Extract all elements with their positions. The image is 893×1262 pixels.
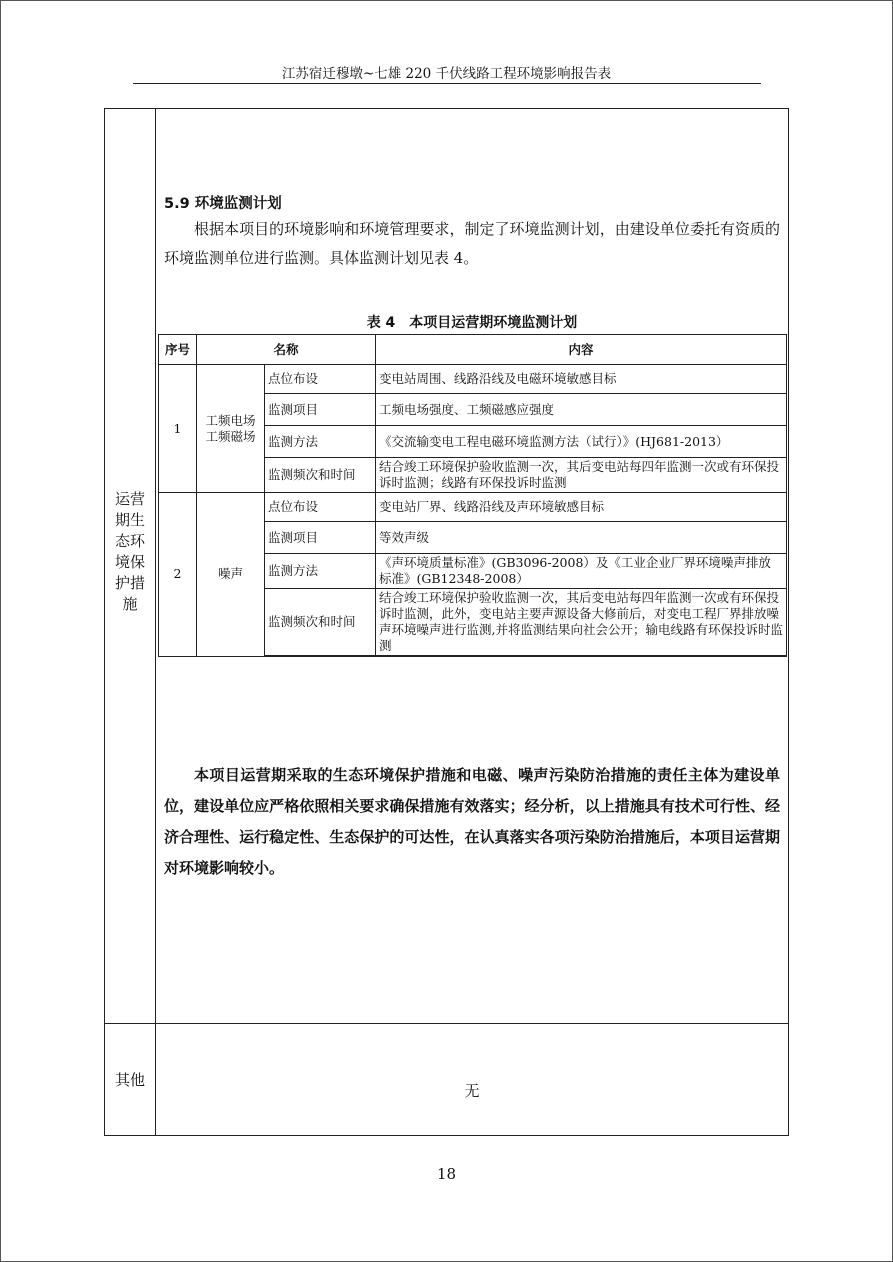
header-content: 内容 bbox=[376, 335, 787, 365]
content-cell: 《声环境质量标准》(GB3096-2008）及《工业企业厂界环境噪声排放标准》(GB12348-2008） bbox=[376, 554, 787, 589]
item-cell: 监测方法 bbox=[265, 426, 376, 458]
side-label-line: 态环 bbox=[114, 532, 145, 550]
table-row bbox=[159, 493, 787, 522]
conclusion-paragraph: 本项目运营期采取的生态环境保护措施和电磁、噪声污染防治措施的责任主体为建设单位，建设单位应严格依照相关要求确保措施有效落实；经分析，以上措施具有技术可行性、经济合理性、运行稳定性、生态保护的可达性，在认真落实各项污染防治措施后，本项目运营期对环境影响较小。 bbox=[164, 766, 780, 877]
content-cell: 《交流输变电工程电磁环境监测方法（试行）》(HJ681-2013） bbox=[376, 426, 787, 458]
section-heading: 5.9 环境监测计划 bbox=[164, 196, 282, 212]
document-header-title: 江苏宿迁穆墩~七雄 220 千伏线路工程环境影响报告表 bbox=[281, 66, 612, 82]
side-label-line: 施 bbox=[122, 595, 138, 613]
content-cell: 变电站周围、线路沿线及电磁环境敏感目标 bbox=[376, 365, 787, 394]
group-no: 2 bbox=[159, 493, 197, 657]
content-cell: 工频电场强度、工频磁感应强度 bbox=[376, 394, 787, 426]
item-cell: 点位布设 bbox=[265, 365, 376, 394]
header-name: 名称 bbox=[197, 335, 376, 365]
content-cell: 变电站厂界、线路沿线及声环境敏感目标 bbox=[376, 493, 787, 522]
side-label-line: 境保 bbox=[114, 553, 145, 571]
row-divider bbox=[104, 1023, 789, 1024]
table-header-row bbox=[159, 335, 787, 365]
content-cell: 结合竣工环境保护验收监测一次，其后变电站每四年监测一次或有环保投诉时监测；线路有环保投诉时监测 bbox=[376, 458, 787, 493]
item-cell: 监测频次和时间 bbox=[265, 458, 376, 493]
header-no: 序号 bbox=[159, 335, 197, 365]
table-caption: 表 4 本项目运营期环境监测计划 bbox=[366, 315, 578, 331]
side-label-line: 护措 bbox=[114, 574, 145, 592]
page-number: 18 bbox=[436, 1165, 457, 1183]
column-divider bbox=[155, 108, 156, 1136]
side-label-operation-measures bbox=[106, 489, 154, 615]
group-name: 噪声 bbox=[197, 493, 265, 657]
side-label-other: 其他 bbox=[114, 1071, 145, 1089]
intro-paragraph: 根据本项目的环境影响和环境管理要求，制定了环境监测计划，由建设单位委托有资质的环境监测单位进行监测。具体监测计划见表 4。 bbox=[164, 220, 780, 267]
content-cell: 结合竣工环境保护验收监测一次，其后变电站每四年监测一次或有环保投诉时监测，此外，变电站主要声源设备大修前后，对变电工程厂界排放噪声环境噪声进行监测,并将监测结果向社会公开；输电线路有环保投诉时监测 bbox=[376, 589, 787, 657]
table-row bbox=[159, 365, 787, 394]
monitoring-plan-table bbox=[158, 334, 787, 657]
side-label-line: 期生 bbox=[114, 511, 145, 529]
item-cell: 监测频次和时间 bbox=[265, 589, 376, 657]
content-cell: 等效声级 bbox=[376, 522, 787, 554]
item-cell: 监测项目 bbox=[265, 394, 376, 426]
item-cell: 监测方法 bbox=[265, 554, 376, 589]
group-name: 工频电场工频磁场 bbox=[197, 365, 265, 493]
header-rule bbox=[133, 83, 761, 84]
item-cell: 点位布设 bbox=[265, 493, 376, 522]
other-value: 无 bbox=[464, 1082, 480, 1100]
item-cell: 监测项目 bbox=[265, 522, 376, 554]
group-no: 1 bbox=[159, 365, 197, 493]
side-label-line: 运营 bbox=[114, 490, 145, 508]
